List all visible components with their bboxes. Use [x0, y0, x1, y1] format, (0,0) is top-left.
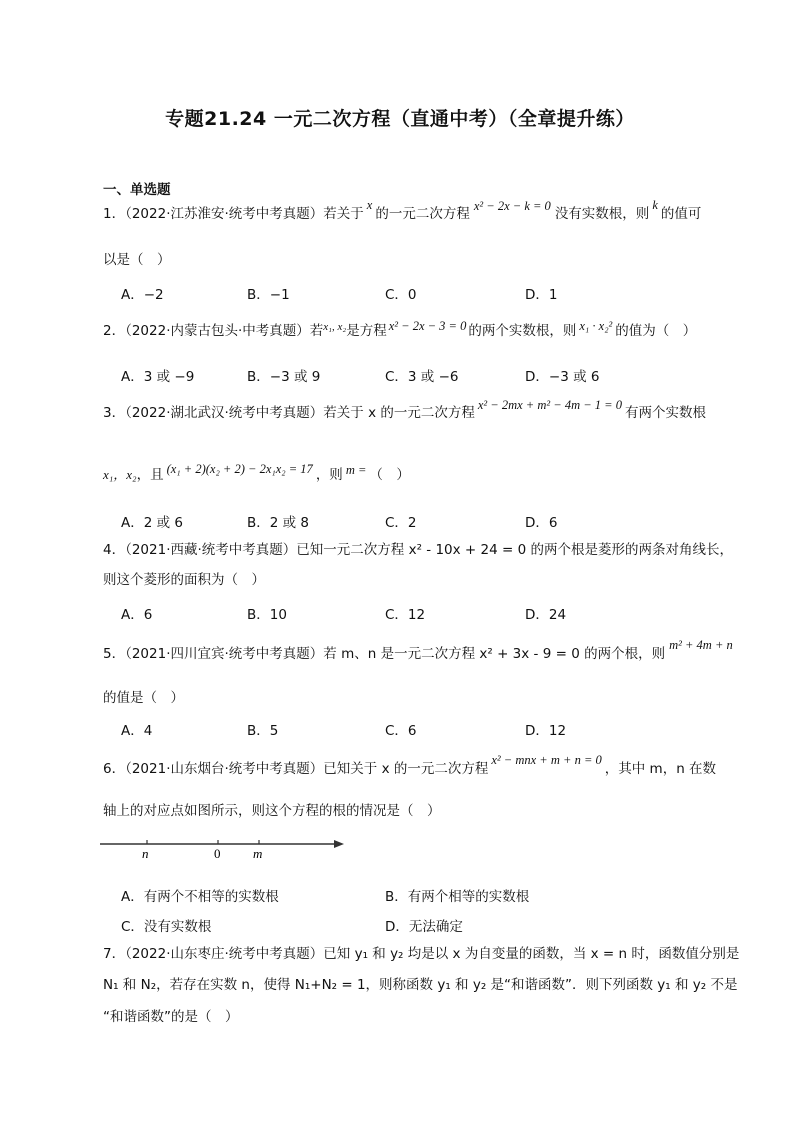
- question-text: 若关于: [323, 206, 364, 222]
- question-text: 已知 y₁ 和 y₂ 均是以 x 为自变量的函数，当 x = n 时，函数值分别是: [323, 946, 740, 962]
- option-a: A．有两个不相等的实数根: [121, 889, 279, 905]
- question-7-line-1: [103, 945, 739, 963]
- option-c: C．3 或 −6: [385, 369, 459, 385]
- question-source: （2022·内蒙古包头·中考真题）: [125, 323, 310, 339]
- option-d: D．−3 或 6: [525, 369, 600, 385]
- option-c: C．0: [385, 287, 417, 303]
- question-6-line-2: 轴上的对应点如图所示，则这个方程的根的情况是（ ）: [103, 803, 441, 819]
- option-b: B．−3 或 9: [247, 369, 321, 385]
- question-text: 有两个实数根: [624, 405, 706, 421]
- question-text: 的一元二次方程: [375, 206, 470, 222]
- question-source: （2022·江苏淮安·统考中考真题）: [125, 206, 324, 222]
- math-var: k: [652, 198, 658, 212]
- axis-label-m: m: [253, 846, 263, 861]
- question-text: 已知关于 x 的一元二次方程: [323, 761, 489, 777]
- question-text: 是方程: [346, 323, 387, 339]
- option-a: A．6: [121, 607, 153, 623]
- question-number: 5．: [103, 646, 126, 662]
- option-d: D．6: [525, 515, 558, 531]
- question-text: （ ）: [369, 467, 410, 483]
- axis-label-n: n: [142, 846, 149, 861]
- option-c: C．12: [385, 607, 426, 623]
- question-text: ，其中 m，n 在数: [604, 761, 717, 777]
- option-b: B．10: [247, 607, 287, 623]
- question-number: 1．: [103, 206, 126, 222]
- question-number: 2．: [103, 323, 126, 339]
- question-text: 若关于 x 的一元二次方程: [323, 405, 475, 421]
- option-b: B．5: [247, 723, 279, 739]
- question-2-line-1: [103, 319, 697, 341]
- question-7-line-3: “和谐函数”的是（ ）: [103, 1009, 239, 1025]
- math-ask: m =: [345, 463, 367, 477]
- question-3-line-2: [103, 462, 410, 484]
- question-text: 没有实数根，则: [554, 206, 650, 222]
- option-b: B．−1: [247, 287, 290, 303]
- question-source: （2021·山东烟台·统考中考真题）: [125, 761, 324, 777]
- option-b: B．有两个相等的实数根: [385, 889, 530, 905]
- question-5-line-2: 的值是（ ）: [103, 690, 184, 706]
- question-text: ，则: [315, 467, 343, 483]
- option-d: D．1: [525, 287, 558, 303]
- question-4-line-1: [103, 541, 733, 559]
- question-1-line-2: 以是（ ）: [103, 252, 171, 268]
- option-d: D．12: [525, 723, 567, 739]
- math-expression: x₁ · x₂²: [579, 319, 613, 333]
- question-source: （2021·四川宜宾·统考中考真题）: [125, 646, 324, 662]
- option-a: A．2 或 6: [121, 515, 183, 531]
- question-3-line-1: [103, 398, 706, 422]
- math-equation: x² − 2x − 3 = 0: [388, 319, 467, 333]
- section-heading: 一、单选题: [103, 182, 171, 198]
- question-number: 7．: [103, 946, 126, 962]
- option-b: B．2 或 8: [247, 515, 310, 531]
- arrow-head-icon: [334, 840, 344, 848]
- question-text: 的值为（ ）: [615, 323, 697, 339]
- math-equation: x² − mnx + m + n = 0: [491, 753, 602, 767]
- question-source: （2021·西藏·统考中考真题）: [125, 542, 297, 558]
- question-6-line-1: [103, 753, 717, 778]
- axis-label-zero: 0: [214, 846, 221, 861]
- number-line-figure: [98, 832, 350, 862]
- option-a: A．−2: [121, 287, 164, 303]
- question-text: 的值可: [660, 206, 702, 222]
- math-equation: x² − 2x − k = 0: [473, 199, 551, 213]
- question-text: 的两个实数根，则: [468, 323, 577, 339]
- option-d: D．无法确定: [385, 919, 463, 935]
- question-text: 若 m、n 是一元二次方程 x² + 3x - 9 = 0 的两个根，则: [323, 646, 666, 662]
- question-text: ，且: [136, 467, 164, 483]
- option-a: A．4: [121, 723, 153, 739]
- question-number: 4．: [103, 542, 126, 558]
- option-c: C．没有实数根: [121, 919, 212, 935]
- question-5-line-1: [103, 638, 733, 663]
- question-source: （2022·山东枣庄·统考中考真题）: [125, 946, 324, 962]
- question-source: （2022·湖北武汉·统考中考真题）: [125, 405, 324, 421]
- question-text: 已知一元二次方程 x² - 10x + 24 = 0 的两个根是菱形的两条对角线长，: [296, 542, 733, 558]
- math-condition: (x₁ + 2)(x₂ + 2) − 2x₁x₂ = 17: [166, 462, 313, 476]
- question-text: 若: [309, 323, 324, 339]
- option-d: D．24: [525, 607, 567, 623]
- page-title: 专题21.24 一元二次方程（直通中考）（全章提升练）: [165, 108, 635, 130]
- question-7-line-2: N₁ 和 N₂，若存在实数 n，使得 N₁+N₂ = 1，则称函数 y₁ 和 y₂ 是“和谐函数”．则下列函数 y₁ 和 y₂ 不是: [103, 977, 738, 993]
- question-1-line-1: [103, 198, 702, 223]
- math-equation: x² − 2mx + m² − 4m − 1 = 0: [477, 398, 622, 412]
- option-c: C．6: [385, 723, 417, 739]
- question-number: 3．: [103, 405, 126, 421]
- option-a: A．3 或 −9: [121, 369, 195, 385]
- question-4-line-2: 则这个菱形的面积为（ ）: [103, 572, 265, 588]
- math-var: x: [366, 198, 373, 212]
- question-number: 6．: [103, 761, 126, 777]
- option-c: C．2: [385, 515, 417, 531]
- math-expression: m² + 4m + n: [669, 638, 733, 652]
- math-vars: x₁，x₂: [103, 467, 137, 482]
- math-vars: x₁, x₂: [323, 321, 347, 333]
